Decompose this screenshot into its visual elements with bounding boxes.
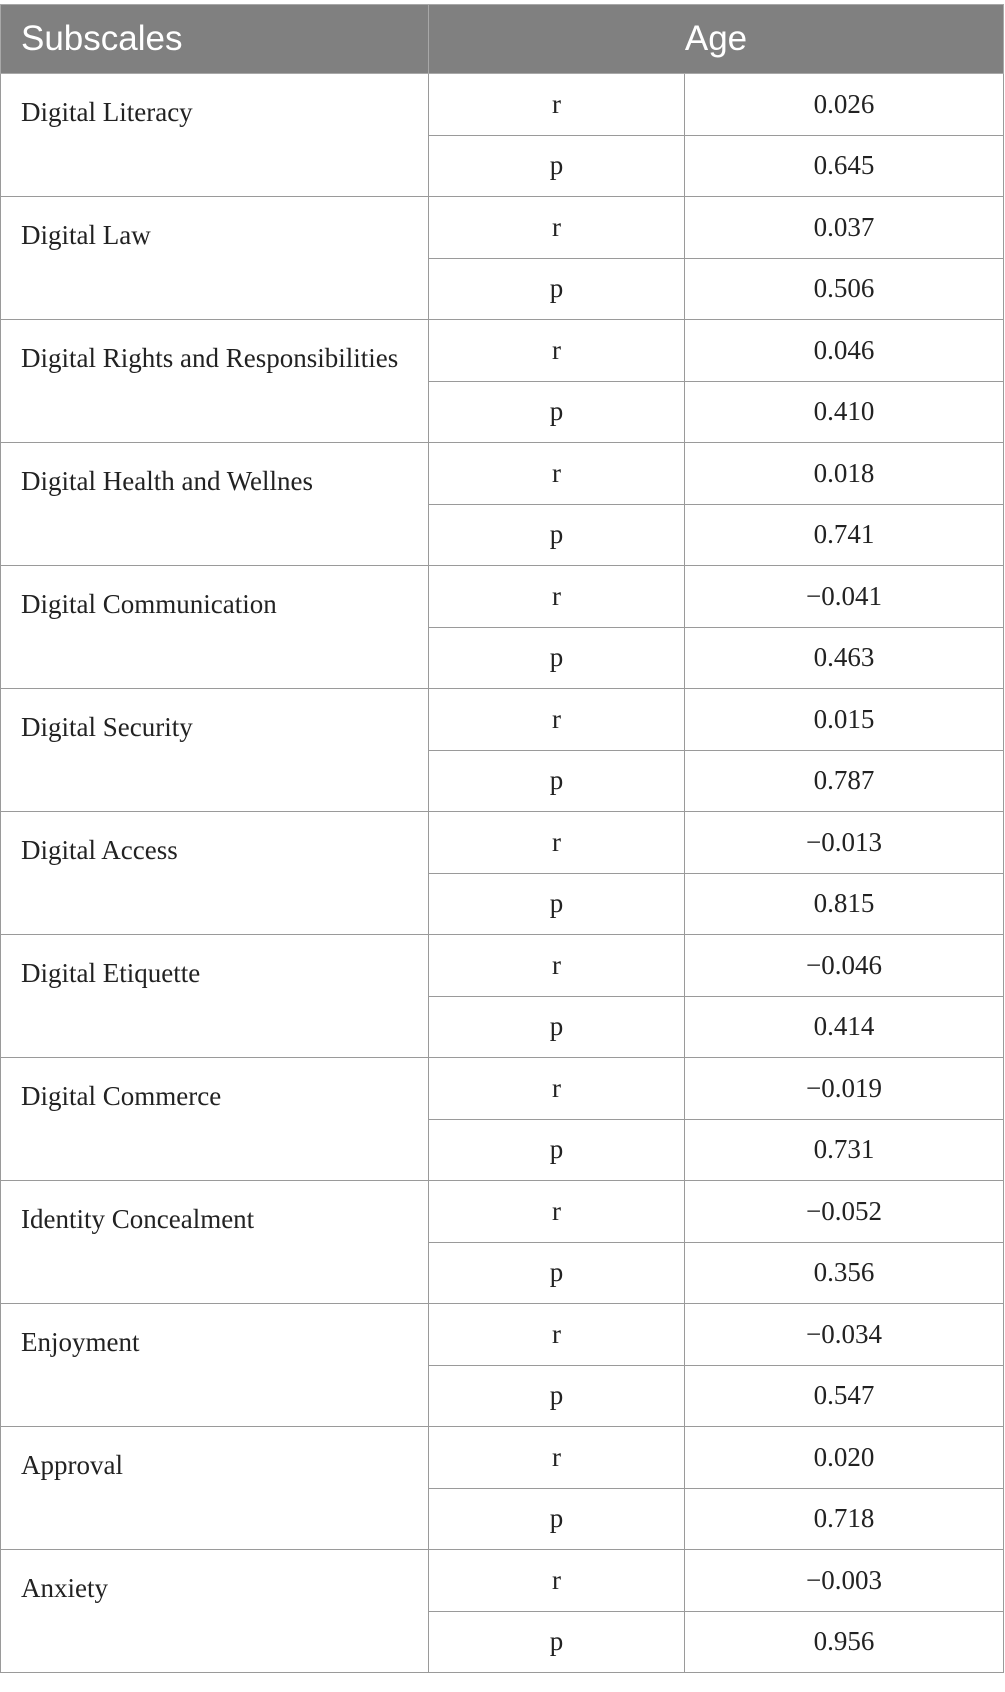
r-value: 0.026 [685, 74, 1004, 136]
subscale-label: Digital Communication [1, 566, 429, 689]
r-value: 0.037 [685, 197, 1004, 259]
stat-label-r: r [429, 566, 685, 628]
r-value: −0.052 [685, 1181, 1004, 1243]
table-row [1, 935, 1004, 997]
header-age: Age [429, 5, 1004, 74]
subscale-label: Digital Security [1, 689, 429, 812]
p-value: 0.356 [685, 1242, 1004, 1304]
stat-label-p: p [429, 135, 685, 197]
r-value: 0.046 [685, 320, 1004, 382]
r-value: −0.041 [685, 566, 1004, 628]
table-row [1, 566, 1004, 628]
stat-label-r: r [429, 320, 685, 382]
stat-label-p: p [429, 1488, 685, 1550]
stat-label-p: p [429, 873, 685, 935]
subscale-label: Anxiety [1, 1550, 429, 1673]
r-value: −0.034 [685, 1304, 1004, 1366]
subscale-label: Digital Law [1, 197, 429, 320]
p-value: 0.815 [685, 873, 1004, 935]
p-value: 0.956 [685, 1611, 1004, 1673]
p-value: 0.414 [685, 996, 1004, 1058]
table-row [1, 1550, 1004, 1612]
stat-label-r: r [429, 1058, 685, 1120]
subscale-label: Identity Concealment [1, 1181, 429, 1304]
table-row [1, 74, 1004, 136]
stat-label-p: p [429, 750, 685, 812]
p-value: 0.463 [685, 627, 1004, 689]
stat-label-p: p [429, 381, 685, 443]
stat-label-p: p [429, 1611, 685, 1673]
p-value: 0.787 [685, 750, 1004, 812]
table-row [1, 1304, 1004, 1366]
subscale-label: Digital Etiquette [1, 935, 429, 1058]
table-row [1, 812, 1004, 874]
subscale-label: Enjoyment [1, 1304, 429, 1427]
subscale-label: Digital Commerce [1, 1058, 429, 1181]
stat-label-r: r [429, 1550, 685, 1612]
p-value: 0.547 [685, 1365, 1004, 1427]
stat-label-r: r [429, 1181, 685, 1243]
r-value: −0.013 [685, 812, 1004, 874]
subscale-label: Digital Literacy [1, 74, 429, 197]
table-body [1, 74, 1004, 1673]
table-row [1, 1181, 1004, 1243]
stat-label-r: r [429, 1427, 685, 1489]
stat-label-r: r [429, 74, 685, 136]
stat-label-p: p [429, 1119, 685, 1181]
r-value: −0.003 [685, 1550, 1004, 1612]
header-subscales: Subscales [1, 5, 429, 74]
table-row [1, 443, 1004, 505]
subscale-label: Approval [1, 1427, 429, 1550]
r-value: −0.019 [685, 1058, 1004, 1120]
table-row [1, 1427, 1004, 1489]
stat-label-r: r [429, 935, 685, 997]
stat-label-p: p [429, 258, 685, 320]
subscale-label: Digital Health and Wellnes [1, 443, 429, 566]
p-value: 0.718 [685, 1488, 1004, 1550]
r-value: −0.046 [685, 935, 1004, 997]
stat-label-p: p [429, 996, 685, 1058]
stat-label-r: r [429, 689, 685, 751]
table-row [1, 197, 1004, 259]
r-value: 0.020 [685, 1427, 1004, 1489]
stat-label-r: r [429, 1304, 685, 1366]
p-value: 0.645 [685, 135, 1004, 197]
table-row [1, 689, 1004, 751]
stat-label-p: p [429, 1365, 685, 1427]
subscale-label: Digital Access [1, 812, 429, 935]
p-value: 0.506 [685, 258, 1004, 320]
stat-label-p: p [429, 504, 685, 566]
correlation-table [0, 4, 1004, 1673]
header-row [1, 5, 1004, 74]
stat-label-r: r [429, 197, 685, 259]
table-row [1, 1058, 1004, 1120]
p-value: 0.741 [685, 504, 1004, 566]
p-value: 0.731 [685, 1119, 1004, 1181]
subscale-label: Digital Rights and Responsibilities [1, 320, 429, 443]
stat-label-p: p [429, 1242, 685, 1304]
table-row [1, 320, 1004, 382]
stat-label-p: p [429, 627, 685, 689]
r-value: 0.015 [685, 689, 1004, 751]
p-value: 0.410 [685, 381, 1004, 443]
stat-label-r: r [429, 443, 685, 505]
r-value: 0.018 [685, 443, 1004, 505]
stat-label-r: r [429, 812, 685, 874]
